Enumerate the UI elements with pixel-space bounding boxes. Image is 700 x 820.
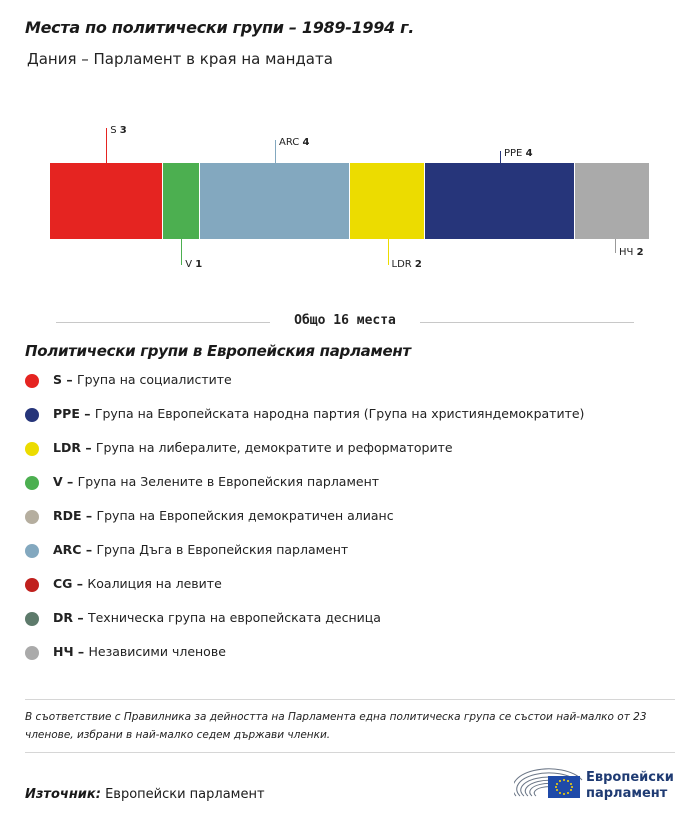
chart-subtitle: Дания – Парламент в края на мандата (27, 50, 333, 68)
legend-label: CG – Коалиция на левите (53, 576, 222, 591)
seat-bar-chart (0, 120, 700, 280)
legend-label: S – Група на социалистите (53, 372, 232, 387)
legend-label: НЧ – Независими членове (53, 644, 226, 659)
source-value: Европейски парламент (105, 787, 265, 802)
segment-tick-ldr (388, 239, 389, 265)
segment-tick-ppe (500, 151, 501, 163)
segment-tick-arc (275, 140, 276, 163)
legend-swatch (25, 442, 39, 456)
segment-tick-seg5 (615, 239, 616, 253)
segment-label-v: V 1 (185, 259, 203, 270)
ep-logo-line1: Европейски (586, 770, 674, 785)
bar-segment-ppe (425, 163, 574, 239)
legend-swatch (25, 476, 39, 490)
legend-swatch (25, 544, 39, 558)
segment-label-ldr: LDR 2 (391, 259, 422, 270)
segment-tick-s (106, 128, 107, 163)
bar-segment-arc (200, 163, 349, 239)
legend-title: Политически групи в Европейския парламент (25, 342, 411, 360)
ep-logo-text (586, 770, 674, 802)
legend-label: DR – Техническа група на европейската десница (53, 610, 381, 625)
bar-segment-s (50, 163, 162, 239)
legend-label: RDE – Група на Европейския демократичен алианс (53, 508, 394, 523)
source-label: Източник: (25, 787, 101, 802)
total-seats-label: Общо 16 места (294, 313, 396, 328)
legend-label: PPE – Група на Европейската народна партия (Група на християндемократите) (53, 406, 585, 421)
legend-swatch (25, 408, 39, 422)
ep-logo-icon (514, 760, 584, 804)
note-divider-top (25, 699, 675, 700)
source-line (25, 787, 265, 802)
chart-title: Места по политически групи – 1989-1994 г. (25, 18, 414, 37)
bar-segment-seg5 (575, 163, 649, 239)
footnote: В съответствие с Правилника за дейността на Парламента една политическа група се състои най-малко от 23 членове, избрани в най-малко седем държави членки. (25, 711, 647, 741)
legend-label: ARC – Група Дъга в Европейския парламент (53, 542, 349, 557)
legend-label: LDR – Група на либералите, демократите и реформаторите (53, 440, 453, 455)
segment-label-s: S 3 (110, 125, 127, 136)
legend-swatch (25, 578, 39, 592)
bar-segment-v (163, 163, 200, 239)
total-seats-row (56, 312, 634, 332)
segment-label-arc: ARC 4 (279, 137, 310, 148)
ep-logo-line2: парламент (586, 786, 668, 801)
legend-swatch (25, 374, 39, 388)
legend-swatch (25, 510, 39, 524)
legend-label: V – Група на Зелените в Европейския парламент (53, 474, 380, 489)
note-divider-bottom (25, 752, 675, 753)
segment-label-seg5: НЧ 2 (619, 247, 644, 258)
ep-logo (514, 760, 684, 804)
legend-swatch (25, 646, 39, 660)
bar-segment-ldr (350, 163, 424, 239)
segment-label-ppe: PPE 4 (504, 148, 533, 159)
segment-tick-v (181, 239, 182, 265)
legend-swatch (25, 612, 39, 626)
